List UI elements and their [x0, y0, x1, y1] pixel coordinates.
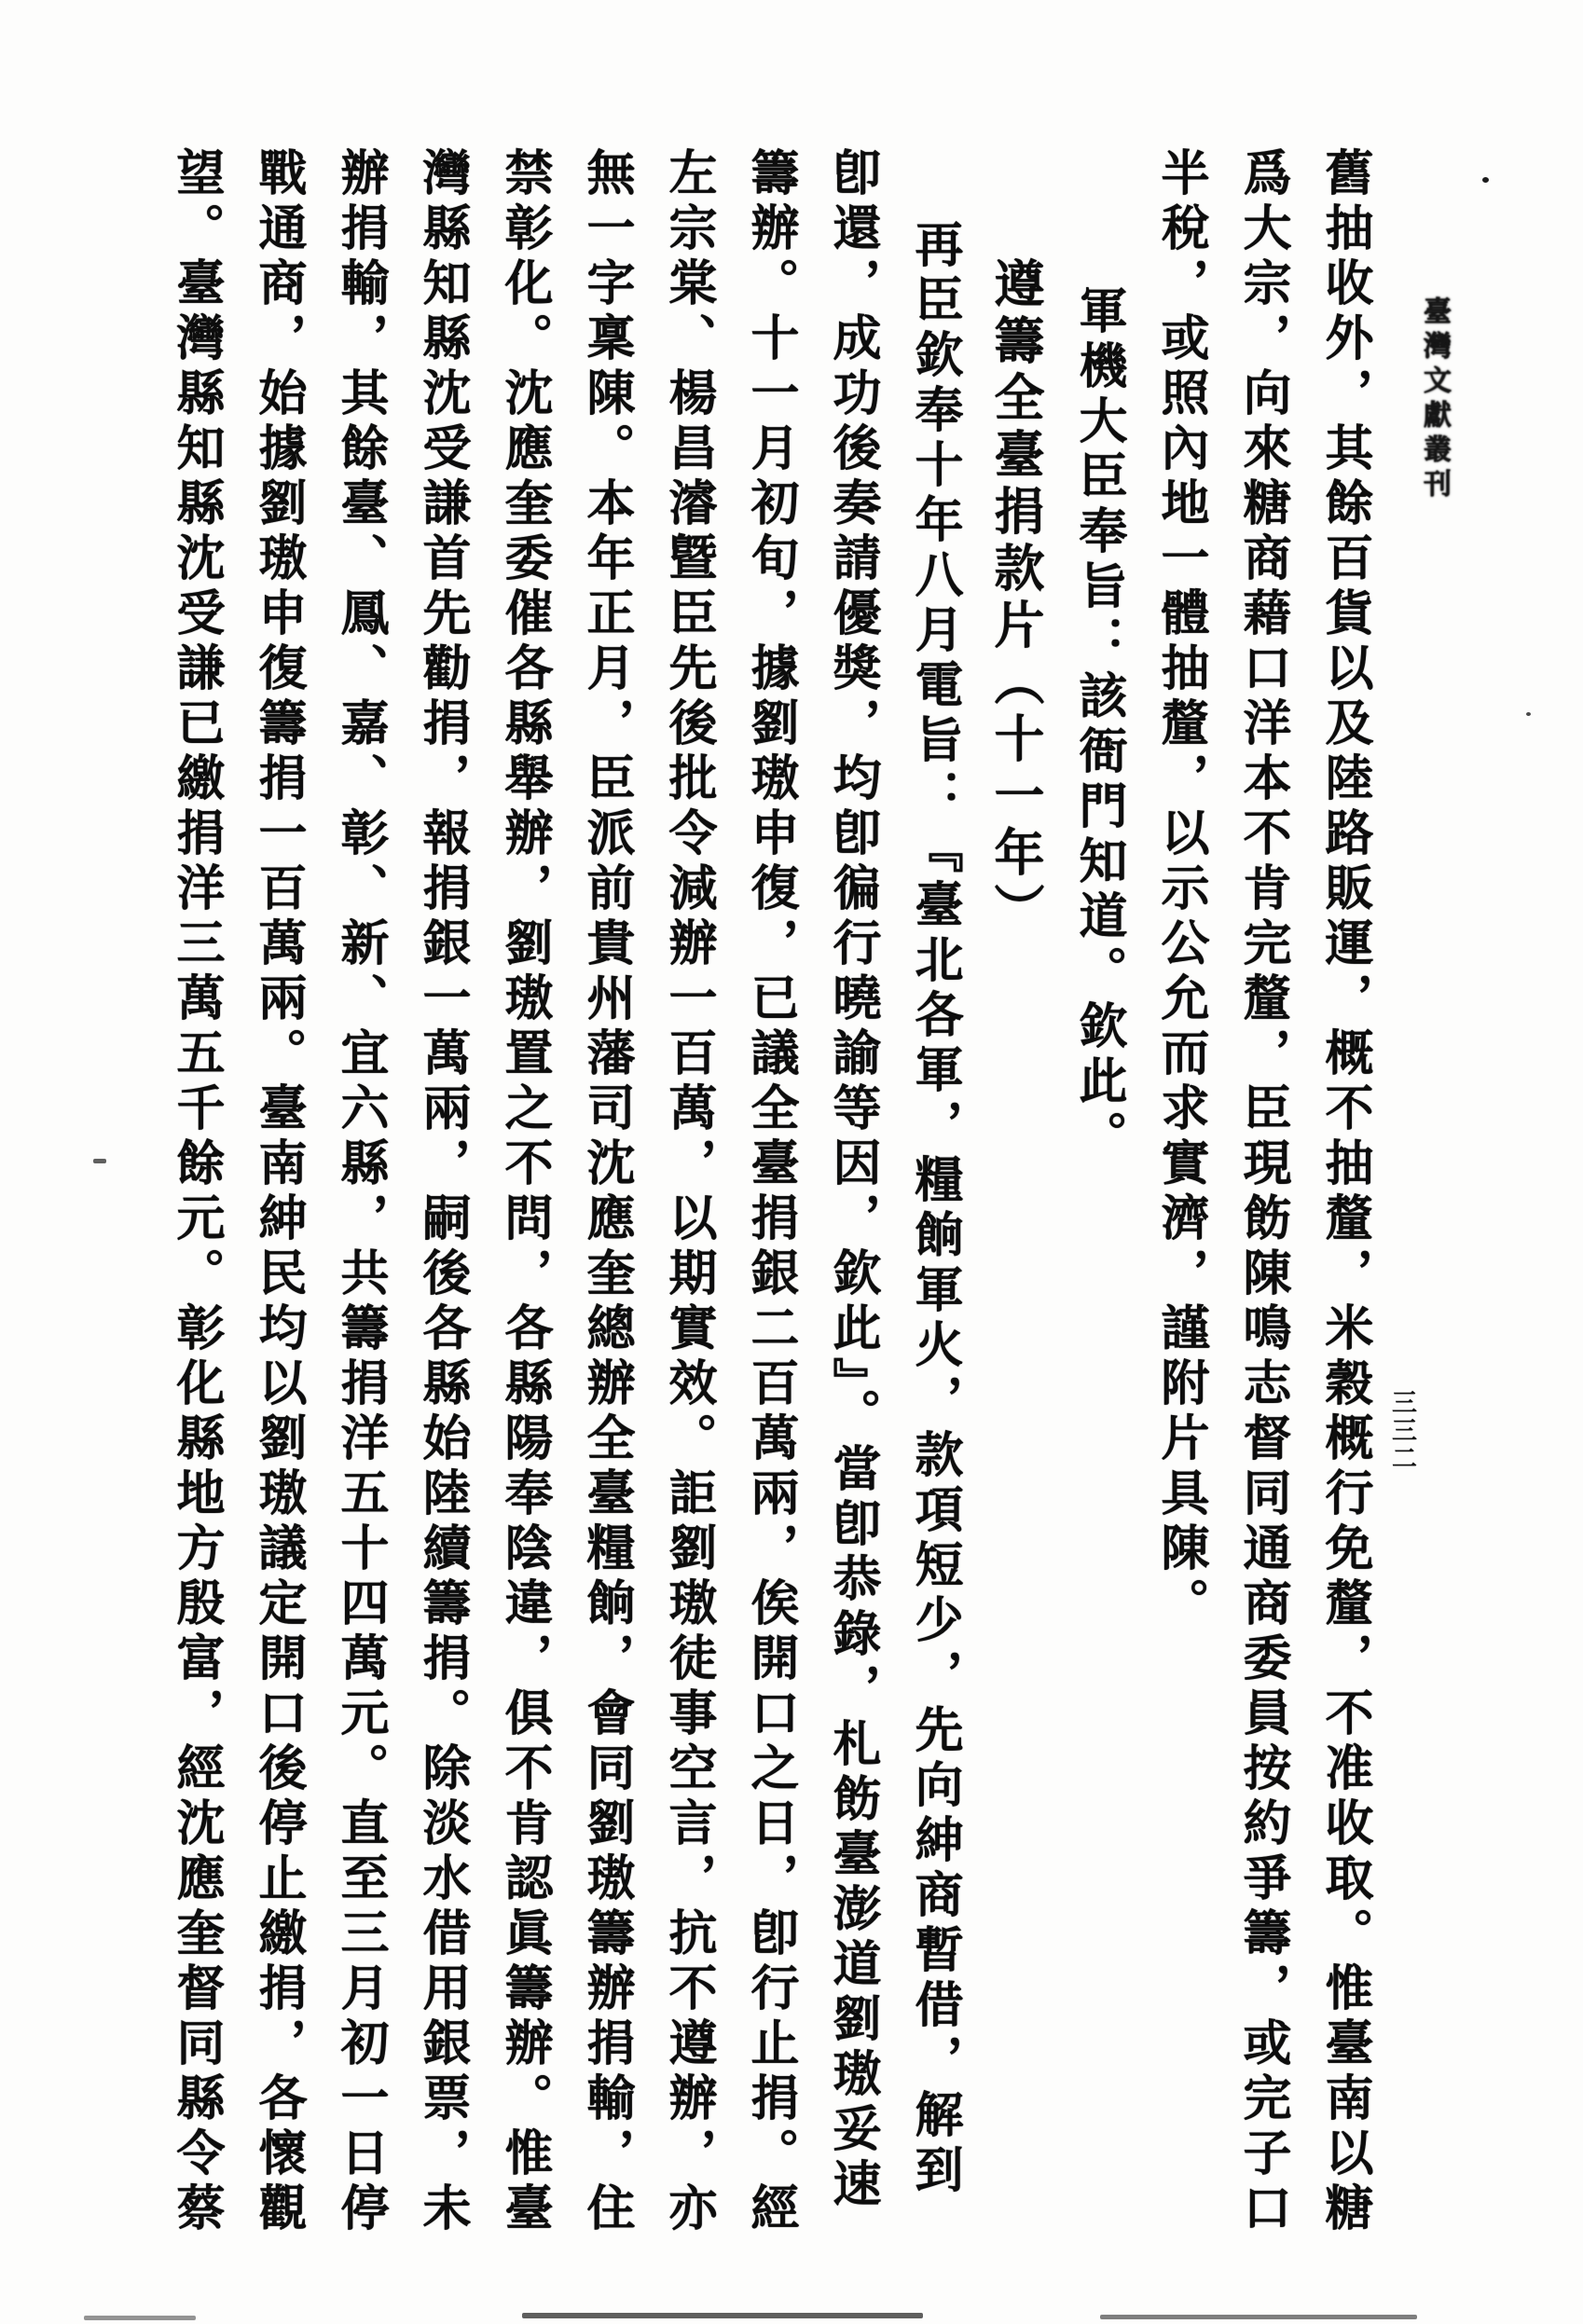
text-column: 卽還，成功後奏請優獎，均卽徧行曉諭等因，欽此』。當卽恭錄，札飭臺澎道劉璈妥速 [824, 147, 881, 2213]
scan-artifact-dot [93, 1159, 106, 1163]
text-column: 望。臺灣縣知縣沈受謙已繳捐洋三萬五千餘元。彰化縣地方殷富，經沈應奎督同縣令蔡 [168, 147, 225, 2237]
scan-artifact-dot [1526, 712, 1531, 716]
text-column: 舊抽收外，其餘百貨以及陸路販運，概不抽釐，米穀概行免釐，不准收取。惟臺南以糖 [1316, 147, 1373, 2237]
scan-edge-smudge [84, 2316, 196, 2320]
scan-edge-smudge [522, 2313, 923, 2318]
text-column: 戰通商，始據劉璈申復籌捐一百萬兩。臺南紳民均以劉璈議定開口後停止繳捐，各懷觀 [250, 147, 307, 2237]
series-title: 臺灣文獻叢刊 [1418, 296, 1451, 503]
text-column: 籌辦。十一月初旬，據劉璈申復，已議全臺捐銀二百萬兩，俟開口之日，卽行止捐。經 [742, 147, 799, 2237]
text-column: 再臣欽奉十年八月電旨：『臺北各軍，糧餉軍火，款項短少，先向紳商暫借，解到 [906, 219, 963, 2199]
text-columns [155, 147, 1385, 2273]
text-column: 灣縣知縣沈受謙首先勸捐，報捐銀一萬兩，嗣後各縣始陸續籌捐。除淡水借用銀票，未 [414, 147, 471, 2237]
text-column: 無一字稟陳。本年正月，臣派前貴州藩司沈應奎總辦全臺糧餉，會同劉璈籌辦捐輸，住 [578, 147, 635, 2237]
scan-edge-smudge [1100, 2315, 1417, 2319]
text-column: 軍機大臣奉旨：該衙門知道。欽此。 [1070, 285, 1127, 1165]
text-column: 半稅，或照內地一體抽釐，以示公允而求實濟，謹附片具陳。 [1152, 147, 1209, 1632]
text-column: 禁彰化。沈應奎委催各縣舉辦，劉璈置之不問，各縣陽奉陰違，俱不肯認眞籌辦。惟臺 [496, 147, 553, 2237]
section-title-column: 遵籌全臺捐款片（十一年） [986, 257, 1046, 940]
text-column: 爲大宗，向來糖商藉口洋本不肯完釐，臣現飭陳鳴志督同通商委員按約爭籌，或完子口 [1234, 147, 1291, 2237]
text-column: 左宗棠、楊昌濬曁臣先後批令減辦一百萬，以期實效。詎劉璈徒事空言，抗不遵辦，亦 [660, 147, 717, 2237]
folio-page-number: 三三二 [1387, 1389, 1416, 1473]
text-column: 辦捐輸，其餘臺、鳳、嘉、彰、新、宜六縣，共籌捐洋五十四萬元。直至三月初一日停 [332, 147, 389, 2237]
scan-artifact-dot [1482, 177, 1489, 183]
